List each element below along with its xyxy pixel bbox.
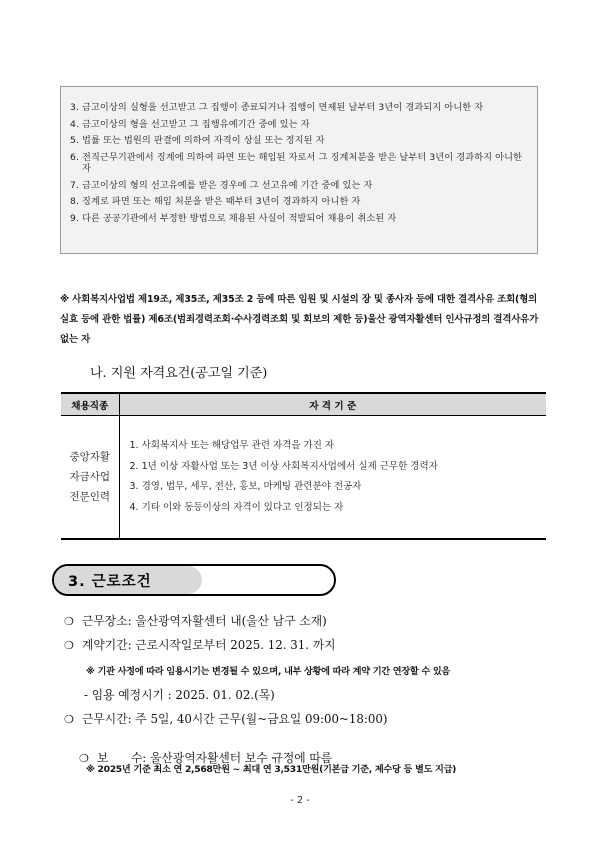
section-title: 3. 근로조건 (68, 574, 152, 590)
contract-note: ※ 기관 사정에 따라 임용시기는 변경될 수 있으며, 내부 상황에 따라 계약 기간 연장할 수 있음 (86, 666, 451, 677)
list-item: 7. 금고이상의 형의 선고유예를 받은 경우에 그 선고유예 기간 중에 있는 자 (70, 179, 373, 191)
disqualification-list (70, 102, 525, 229)
section-heading (52, 564, 336, 596)
criteria-list (120, 436, 547, 518)
list-item: 4. 금고이상의 형을 선고받고 그 집행유예기간 중에 있는 자 (70, 118, 310, 130)
disqualification-box (60, 86, 538, 254)
table-header-criteria: 자 격 기 준 (119, 393, 546, 416)
table-header-position: 채용직종 (61, 393, 119, 416)
list-item: 5. 법률 또는 법원의 판결에 의하여 자격이 상실 또는 정지된 자 (70, 135, 325, 147)
list-item: 4. 기타 이와 동등이상의 자격이 있다고 인정되는 자 (129, 501, 344, 513)
qualification-table (61, 392, 546, 540)
table-row (61, 416, 546, 540)
legal-note: ※ 사회복지사업법 제19조, 제35조, 제35조 2 등에 따른 임원 및 시설의 장 및 종사자 등에 대한 결격사유 조회(형의 실효 등에 관한 법률) 제6조(범죄경력조회·수사경력조회 및 회보의 제한 등)울산 광역자활센터 인사규정의 결격사유가 없는 자 (60, 294, 539, 345)
page-number: - 2 - (290, 795, 310, 806)
condition-workplace: ❍ 근무장소: 울산광역자활센터 내(울산 남구 소재) (64, 614, 327, 628)
circle-bullet-icon: ❍ (64, 615, 74, 628)
position-cell (61, 416, 119, 540)
circle-bullet-icon: ❍ (79, 752, 89, 765)
condition-pay: ❍ 보 수: 울산광역자활센터 보수 규정에 따름 (79, 751, 333, 765)
list-item: 6. 전직근무기관에서 징계에 의하여 파면 또는 해임된 자로서 그 징계처분을 받은 날부터 3년이 경과하지 아니한 자 (70, 151, 523, 174)
list-item: 3. 경영, 법무, 세무, 전산, 홍보, 마케팅 관련분야 전공자 (129, 481, 362, 492)
qualification-heading: 나. 지원 자격요건(공고일 기준) (90, 366, 268, 381)
position-line: 자금사업 (69, 471, 111, 483)
criteria-cell (119, 416, 546, 540)
pay-note: ※ 2025년 기준 최소 연 2,568만원 ~ 최대 연 3,531만원(기본급 기준, 제수당 등 별도 지급) (86, 764, 457, 775)
list-item: 3. 금고이상의 실형을 선고받고 그 집행이 종료되거나 집행이 면제된 날부터 3년이 경과되지 아니한 자 (70, 102, 484, 113)
position-line: 전문인력 (69, 491, 111, 503)
circle-bullet-icon: ❍ (64, 713, 74, 726)
list-item: 9. 다른 공공기관에서 부정한 방법으로 채용된 사실이 적발되어 채용이 취소된 자 (70, 212, 397, 224)
list-item: 2. 1년 이상 자활사업 또는 3년 이상 사회복지사업에서 실제 근무한 경력자 (129, 460, 438, 472)
appointment-date: - 임용 예정시기 : 2025. 01. 02.(목) (84, 688, 275, 702)
circle-bullet-icon: ❍ (64, 639, 74, 652)
list-item: 1. 사회복지사 또는 해당업무 관련 자격을 가진 자 (129, 440, 335, 451)
condition-hours: ❍ 근무시간: 주 5일, 40시간 근무(월~금요일 09:00~18:00) (64, 712, 388, 726)
condition-contract: ❍ 계약기간: 근로시작일로부터 2025. 12. 31. 까지 (64, 638, 336, 652)
position-line: 중앙자활 (69, 451, 111, 463)
list-item: 8. 징계로 파면 또는 해임 처분을 받은 때부터 3년이 경과하지 아니한 자 (70, 196, 361, 208)
